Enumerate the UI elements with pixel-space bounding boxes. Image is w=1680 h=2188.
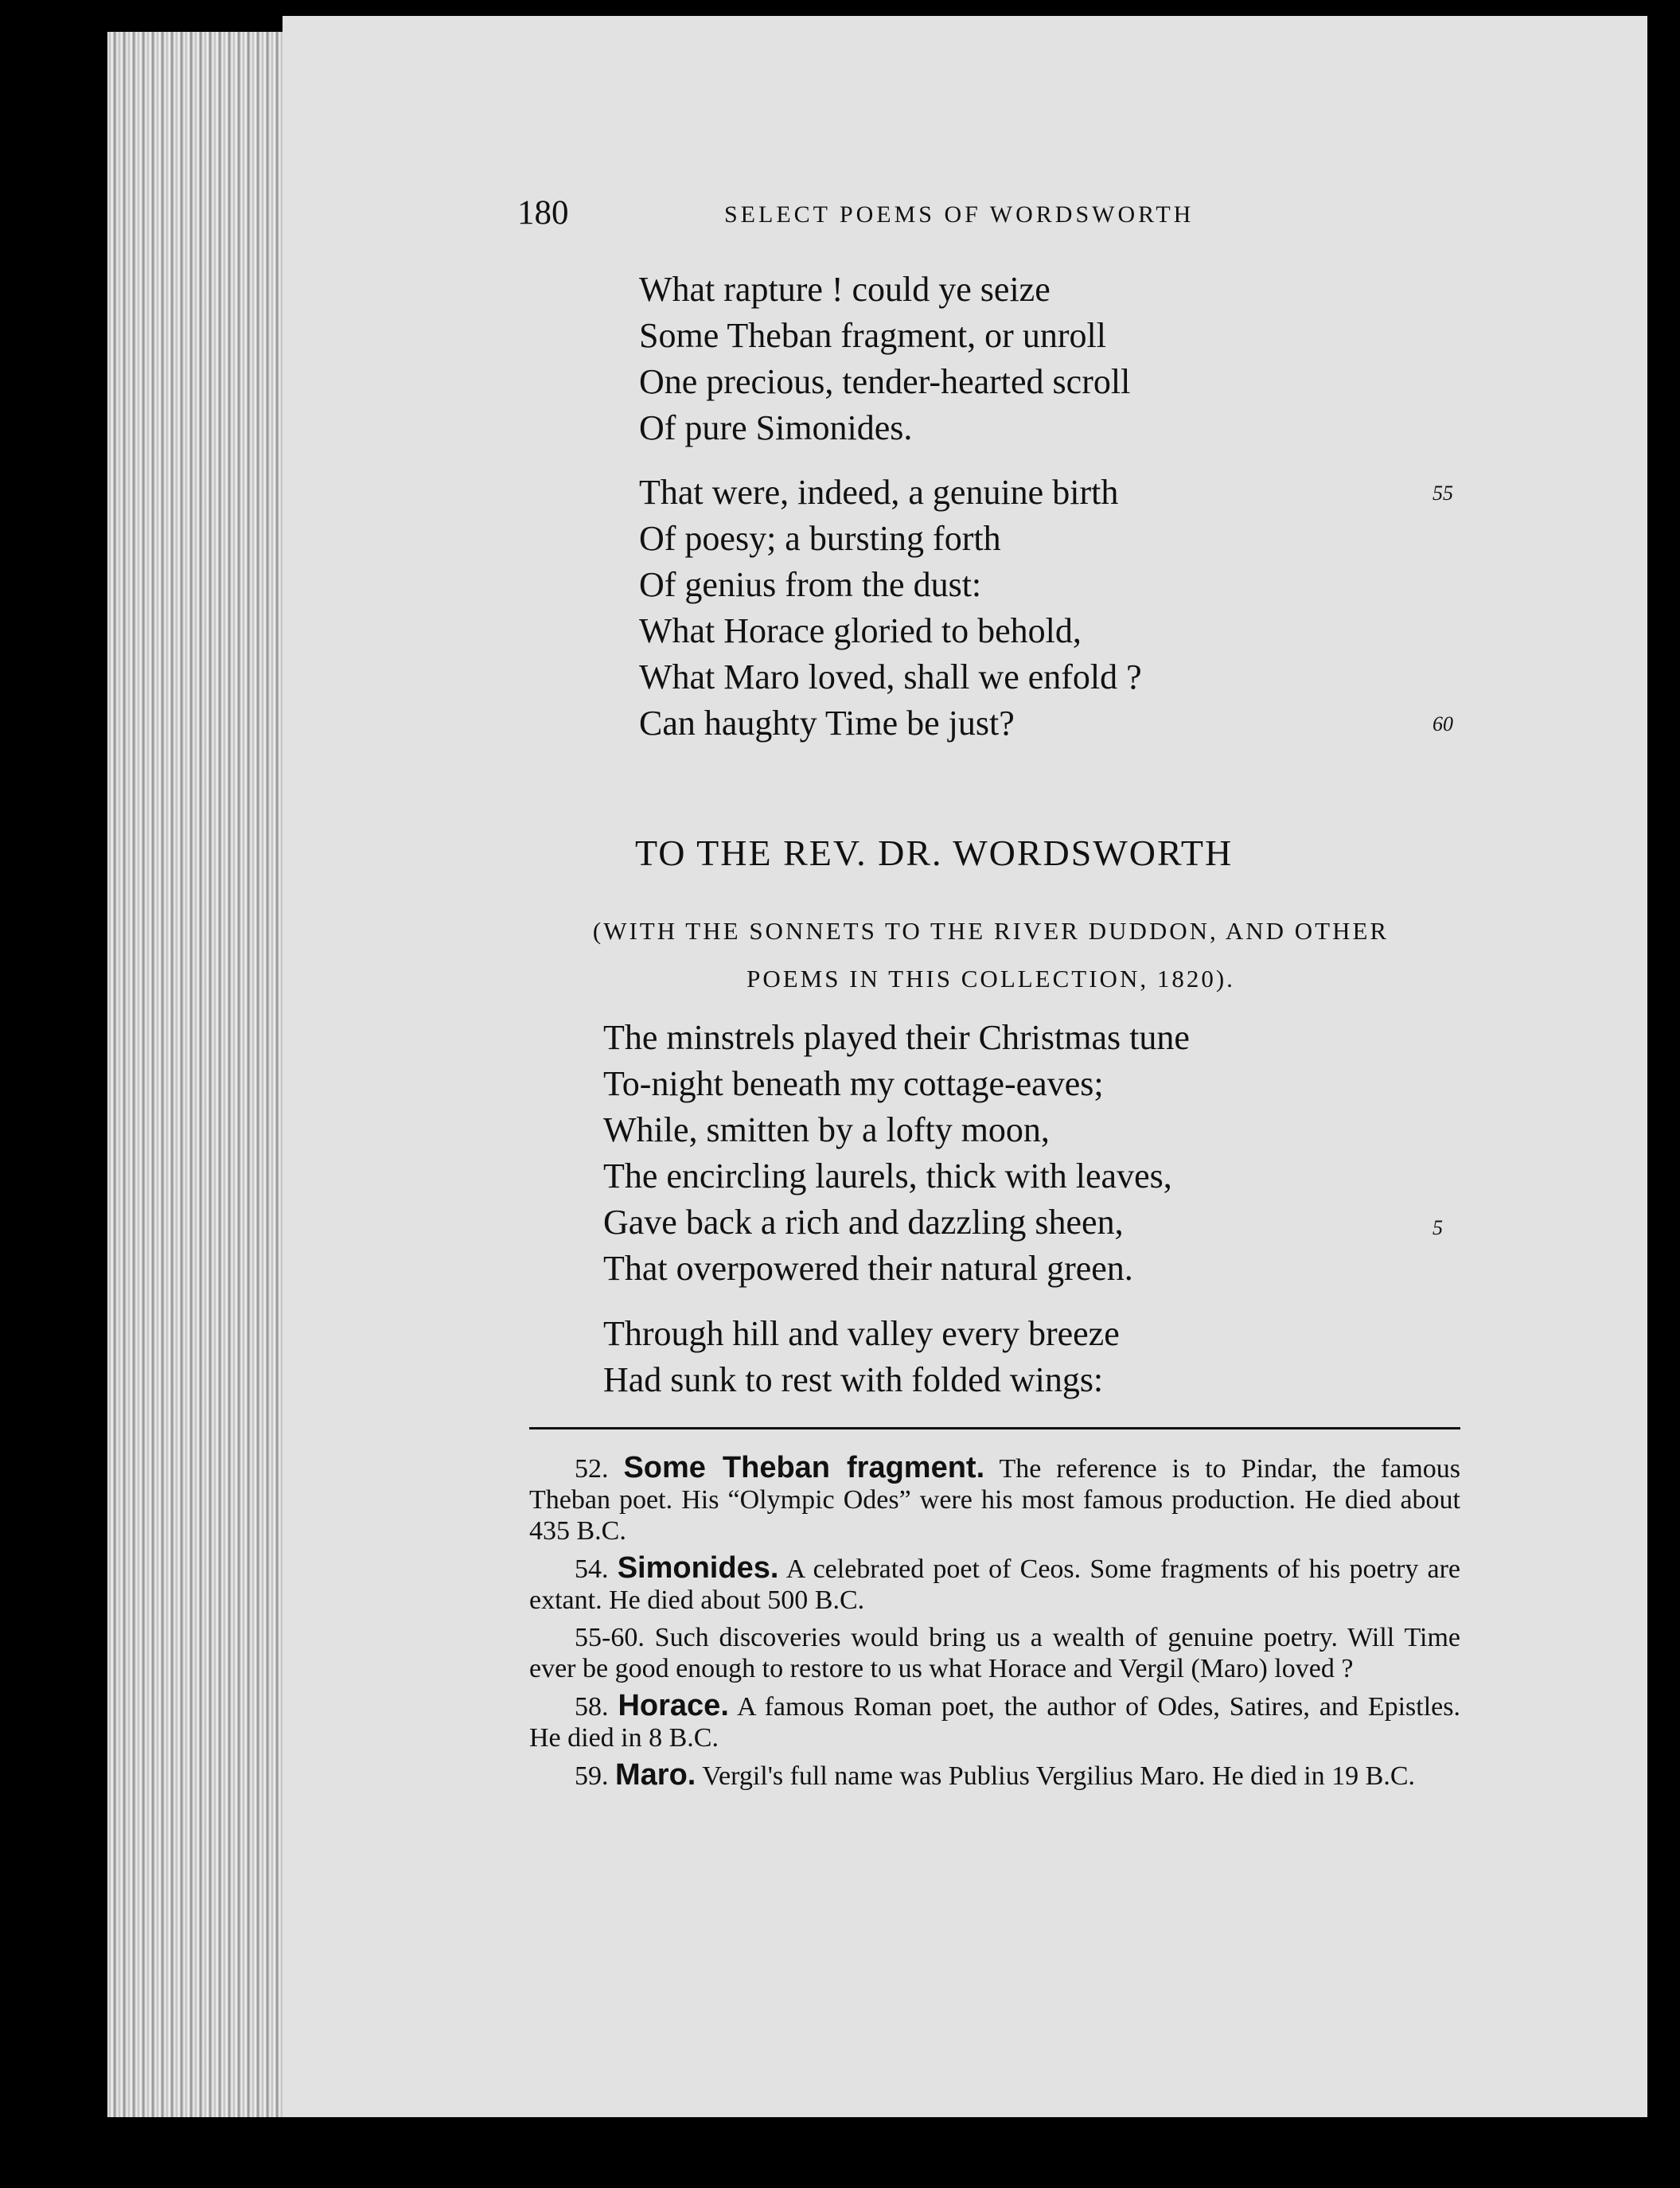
line-number: 55 bbox=[1432, 482, 1453, 505]
footnote-heading: Some Theban fragment. bbox=[623, 1451, 985, 1484]
stanza-3 bbox=[603, 1015, 1190, 1292]
poem-line: To-night beneath my cottage-eaves; bbox=[603, 1064, 1104, 1103]
footnote-number: 54. bbox=[575, 1554, 609, 1584]
poem-line: Of genius from the dust: bbox=[639, 565, 982, 604]
poem-line: While, smitten by a lofty moon, bbox=[603, 1110, 1050, 1149]
footnote-text: Vergil's full name was Publius Vergilius Maro. He died in 19 B.C. bbox=[702, 1761, 1416, 1791]
footnote-text: The reference is to Pindar, the famous Theban poet. His “Olympic Odes” were his most famous production. He died about 435 B.C. bbox=[529, 1454, 1461, 1546]
footnote-number: 58. bbox=[575, 1692, 609, 1722]
footnote-rule bbox=[529, 1427, 1460, 1429]
poem-line: Through hill and valley every breeze bbox=[603, 1314, 1120, 1353]
poem-line: Of poesy; a bursting forth bbox=[639, 519, 1001, 558]
poem-line: What Horace gloried to behold, bbox=[639, 611, 1082, 650]
poem-line: What Maro loved, shall we enfold ? bbox=[639, 657, 1142, 696]
footnote-text: Such discoveries would bring us a wealth of genuine poetry. Will Time ever be good enough to restore to us what Horace and Vergil (Maro) loved ? bbox=[529, 1623, 1461, 1683]
footnotes bbox=[529, 1453, 1460, 1798]
footnote-heading: Horace. bbox=[618, 1689, 729, 1722]
poem-dedication bbox=[521, 907, 1460, 1003]
poem-line: Of pure Simonides. bbox=[639, 408, 913, 447]
footnote-text: A famous Roman poet, the author of Odes, Satires, and Epistles. He died in 8 B.C. bbox=[529, 1692, 1461, 1753]
page-number: 180 bbox=[517, 194, 569, 232]
poem-line: One precious, tender-hearted scroll bbox=[639, 362, 1131, 401]
line-number: 5 bbox=[1432, 1216, 1443, 1239]
footnote-number: 59. bbox=[575, 1761, 609, 1791]
poem-line: The encircling laurels, thick with leaves, bbox=[603, 1156, 1172, 1195]
footnote bbox=[529, 1691, 1460, 1753]
footnote bbox=[529, 1622, 1460, 1684]
line-number: 60 bbox=[1432, 712, 1453, 735]
poem-line: Some Theban fragment, or unroll bbox=[639, 316, 1106, 355]
poem-line: That were, indeed, a genuine birth bbox=[639, 473, 1119, 512]
stanza-4 bbox=[603, 1311, 1120, 1403]
running-title: SELECT POEMS OF WORDSWORTH bbox=[724, 201, 1195, 228]
footnote-heading: Simonides. bbox=[617, 1551, 779, 1585]
page-header bbox=[517, 193, 1265, 233]
poem-title: TO THE REV. DR. WORDSWORTH bbox=[635, 833, 1234, 873]
dedication-line: POEMS IN THIS COLLECTION, 1820). bbox=[746, 965, 1235, 993]
poem-line: Can haughty Time be just? bbox=[639, 704, 1015, 743]
poem-line: That overpowered their natural green. bbox=[603, 1249, 1133, 1288]
poem-line: What rapture ! could ye seize bbox=[639, 270, 1050, 309]
stanza-2 bbox=[639, 470, 1142, 747]
stanza-1 bbox=[639, 267, 1130, 451]
book-page-edges bbox=[107, 32, 286, 2117]
poem-line: Had sunk to rest with folded wings: bbox=[603, 1360, 1104, 1399]
footnote-heading: Maro. bbox=[615, 1758, 696, 1792]
footnote-text: A celebrated poet of Ceos. Some fragments of his poetry are extant. He died about 500 B.C. bbox=[529, 1554, 1461, 1615]
dedication-line: (WITH THE SONNETS TO THE RIVER DUDDON, AND OTHER bbox=[592, 917, 1390, 945]
footnote-number: 52. bbox=[575, 1454, 609, 1484]
poem-line: Gave back a rich and dazzling sheen, bbox=[603, 1203, 1124, 1242]
poem-line: The minstrels played their Christmas tune bbox=[603, 1018, 1190, 1057]
footnote bbox=[529, 1453, 1460, 1546]
footnote bbox=[529, 1553, 1460, 1616]
footnote bbox=[529, 1760, 1460, 1792]
footnote-number: 55-60. bbox=[575, 1623, 645, 1652]
